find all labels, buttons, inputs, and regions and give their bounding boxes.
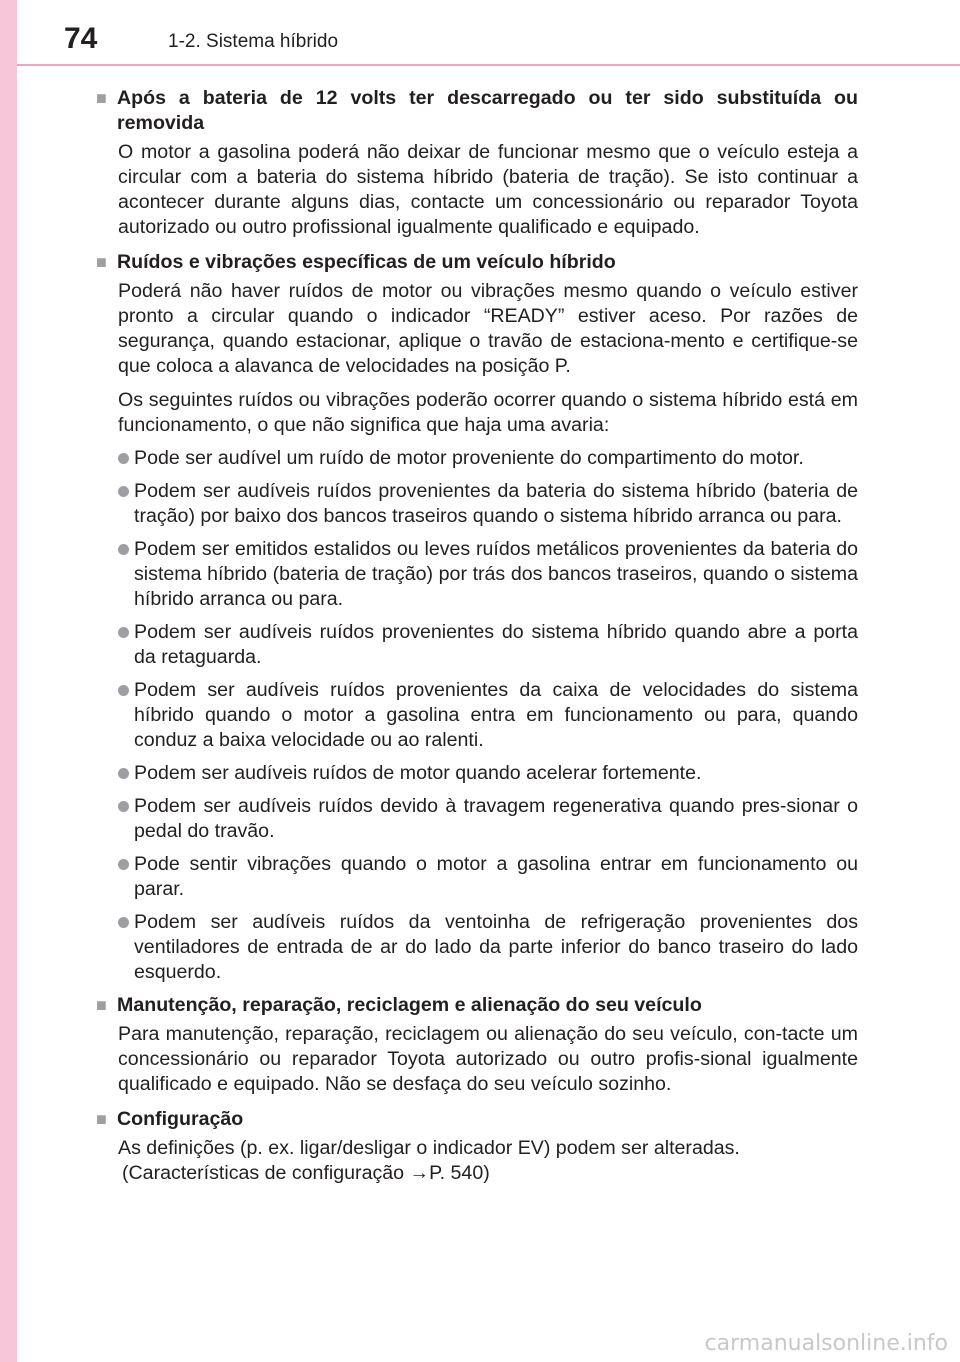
heading-text: Ruídos e vibrações específicas de um veículo híbrido <box>117 251 616 273</box>
paragraph: Poderá não haver ruídos de motor ou vibrações mesmo quando o veículo estiver pronto a circular quando o indicador “READY” estiver aceso. Por razões de segurança, quando estacionar, aplique o travão de estaciona-mento e certifique-se que coloca a alavanca de velocidades na posição P. <box>118 280 858 377</box>
header-rule <box>17 64 960 66</box>
circle-bullet-icon <box>118 917 129 928</box>
list-item: Podem ser emitidos estalidos ou leves ruídos metálicos provenientes da bateria do sistema híbrido (bateria de tração) por trás dos bancos traseiros, quando o sistema híbrido arranca ou para. <box>118 537 858 612</box>
square-bullet-icon: ■ <box>96 88 107 108</box>
side-color-strip <box>0 0 17 1362</box>
circle-bullet-icon <box>118 768 129 779</box>
circle-bullet-icon <box>118 801 129 812</box>
configuration-reference: (Características de configuração →P. 540) <box>122 1162 490 1184</box>
square-bullet-icon: ■ <box>96 995 107 1015</box>
list-item: Podem ser audíveis ruídos devido à travagem regenerativa quando pres-sionar o pedal do travão. <box>118 794 858 844</box>
noise-list <box>118 446 858 985</box>
list-item: Podem ser audíveis ruídos provenientes da bateria do sistema híbrido (bateria de tração) por baixo dos bancos traseiros quando o sistema híbrido arranca ou para. <box>118 479 858 529</box>
square-bullet-icon: ■ <box>96 252 107 272</box>
section-heading-configuration <box>96 1107 858 1132</box>
heading-text: Configuração <box>117 1108 244 1130</box>
section-title: 1-2. Sistema híbrido <box>168 31 339 52</box>
section-heading-noises <box>96 250 858 275</box>
circle-bullet-icon <box>118 486 129 497</box>
section-heading-battery <box>96 86 858 136</box>
paragraph: Os seguintes ruídos ou vibrações poderão ocorrer quando o sistema híbrido está em funcionamento, o que não significa que haja uma avaria: <box>118 389 858 436</box>
list-item: Podem ser audíveis ruídos de motor quando acelerar fortemente. <box>118 761 858 786</box>
section-heading-maintenance <box>96 993 858 1018</box>
configuration-text: As definições (p. ex. ligar/desligar o indicador EV) podem ser alteradas. <box>118 1137 740 1159</box>
list-item: Pode sentir vibrações quando o motor a gasolina entrar em funcionamento ou parar. <box>118 852 858 902</box>
page-number: 74 <box>64 22 98 55</box>
watermark: carmanualsonline.info <box>704 1331 948 1356</box>
heading-text: Após a bateria de 12 volts ter descarregado ou ter sido substituída ou removida <box>117 87 858 134</box>
paragraph: O motor a gasolina poderá não deixar de funcionar mesmo que o veículo esteja a circular com a bateria do sistema híbrido (bateria de tração). Se isto continuar a acontecer durante alguns dias, contacte um concessionário ou reparador Toyota autorizado ou outro profissional igualmente qualificado e equipado. <box>118 141 858 238</box>
circle-bullet-icon <box>118 685 129 696</box>
circle-bullet-icon <box>118 627 129 638</box>
list-item: Podem ser audíveis ruídos da ventoinha de refrigeração provenientes dos ventiladores de entrada de ar do lado da parte inferior do banco traseiro do lado esquerdo. <box>118 910 858 985</box>
circle-bullet-icon <box>118 544 129 555</box>
square-bullet-icon: ■ <box>96 1109 107 1129</box>
page-content <box>96 78 858 1186</box>
circle-bullet-icon <box>118 453 129 464</box>
list-item: Podem ser audíveis ruídos provenientes da caixa de velocidades do sistema híbrido quando o motor a gasolina entra em funcionamento ou para, quando conduz a baixa velocidade ou ao ralenti. <box>118 678 858 753</box>
heading-text: Manutenção, reparação, reciclagem e alienação do seu veículo <box>117 994 702 1016</box>
paragraph: Para manutenção, reparação, reciclagem ou alienação do seu veículo, con-tacte um concessionário ou reparador Toyota autorizado ou outro profis-sional igualmente qualificado e equipado. Não se desfaça do seu veículo sozinho. <box>118 1023 858 1095</box>
circle-bullet-icon <box>118 859 129 870</box>
list-item: Podem ser audíveis ruídos provenientes do sistema híbrido quando abre a porta da retaguarda. <box>118 620 858 670</box>
list-item: Pode ser audível um ruído de motor proveniente do compartimento do motor. <box>118 446 858 471</box>
